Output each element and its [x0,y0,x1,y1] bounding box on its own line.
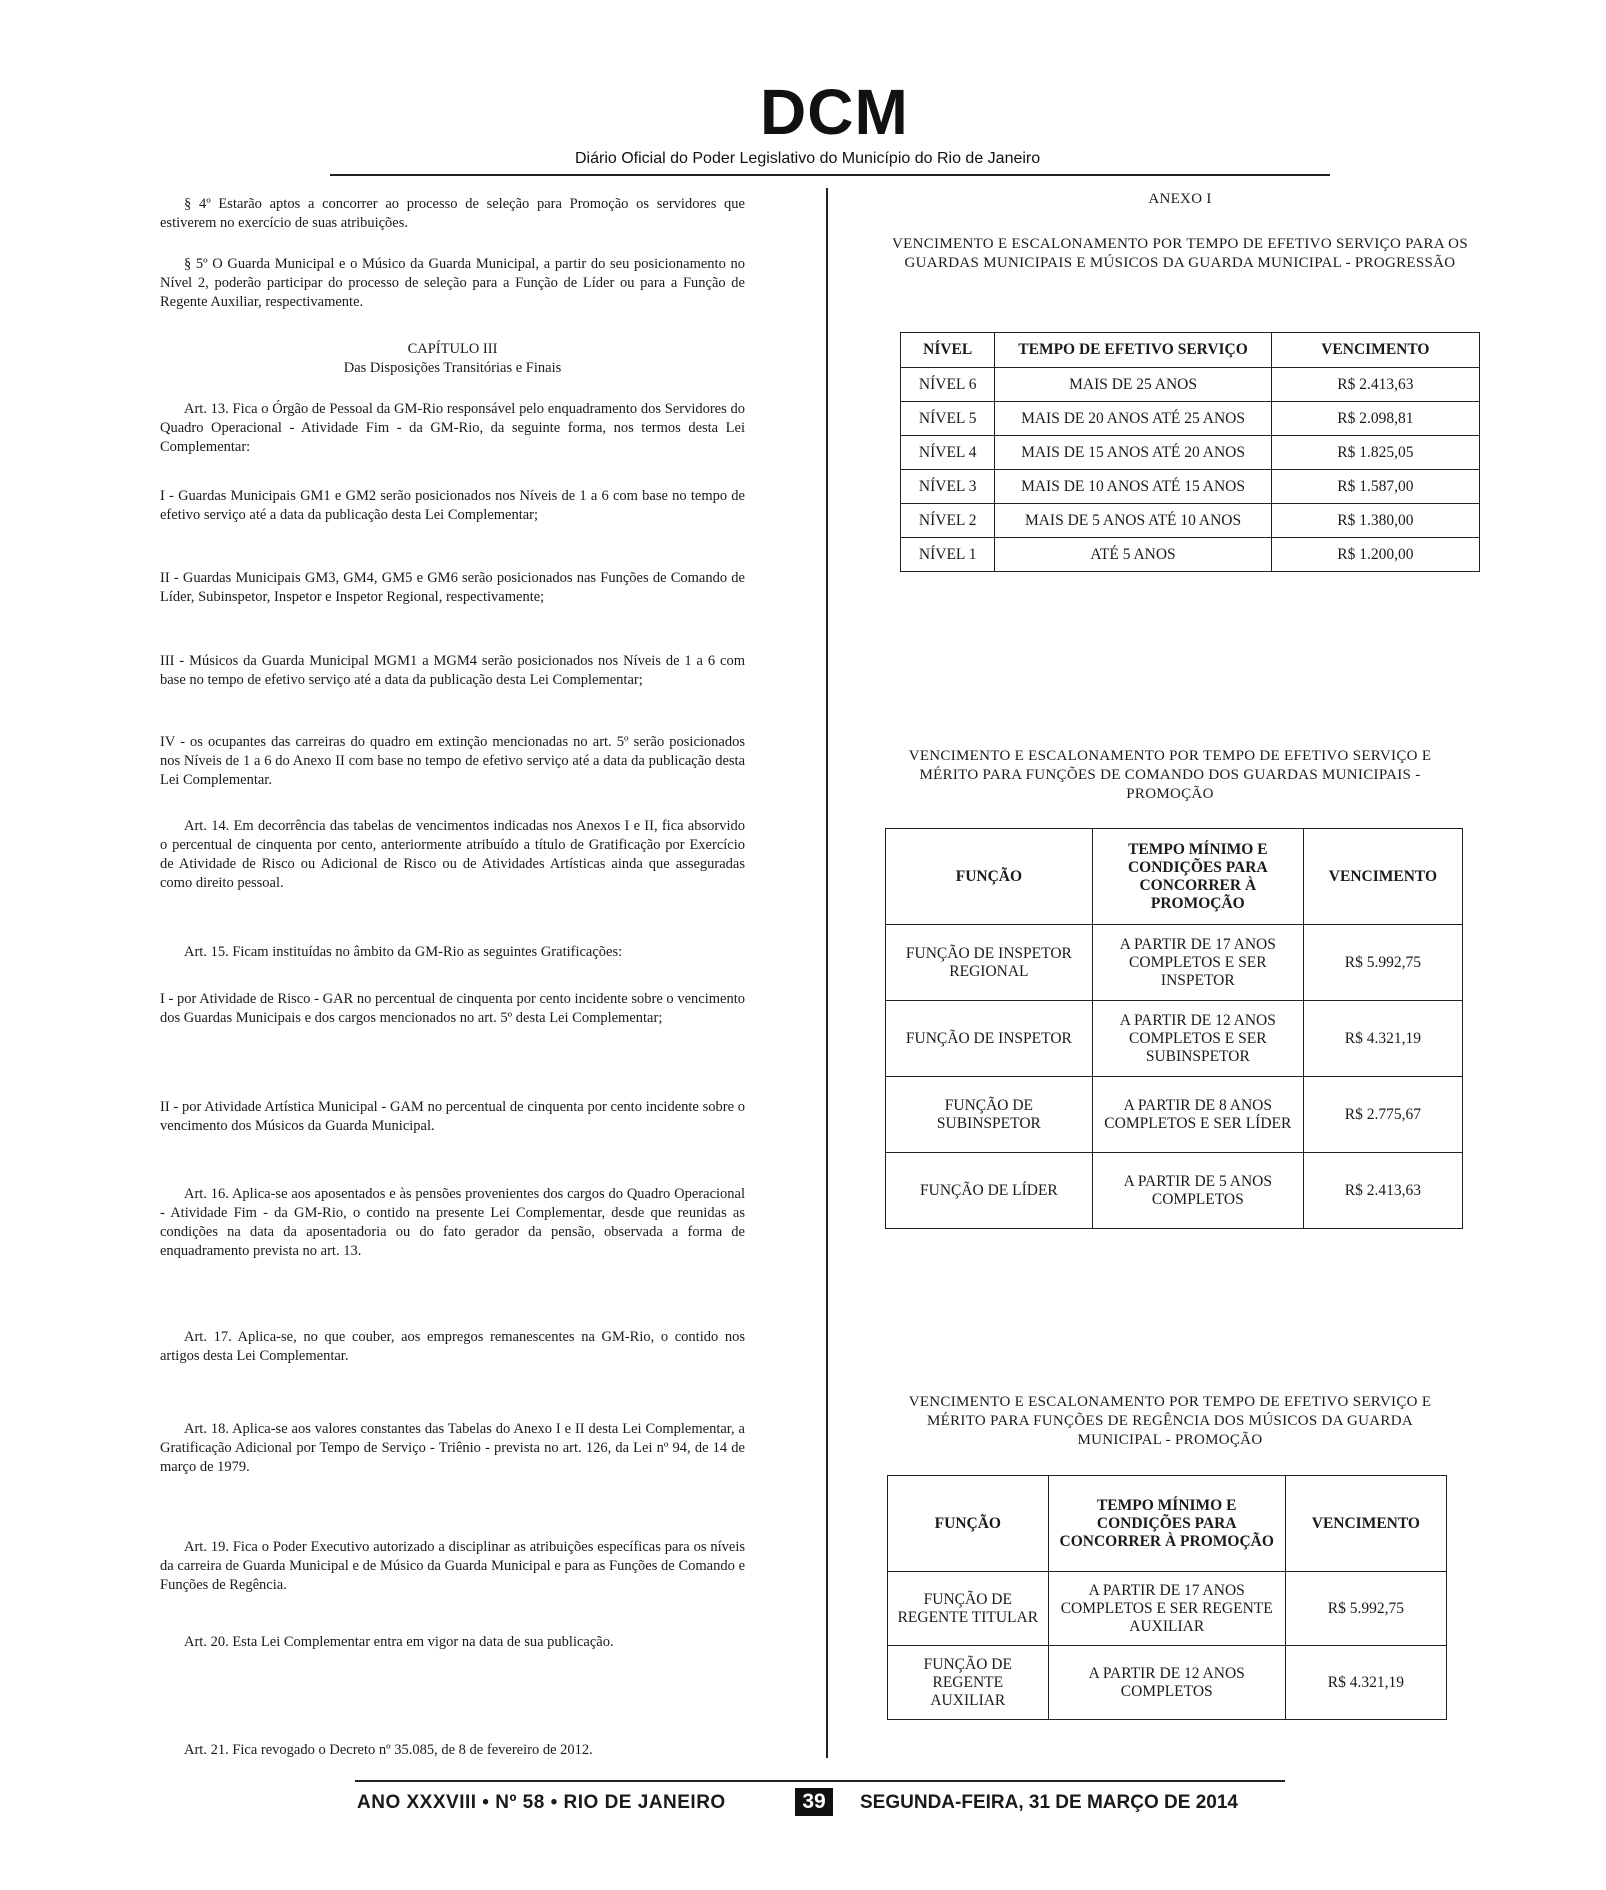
article-13-item-1: I - Guardas Municipais GM1 e GM2 serão posicionados nos Níveis de 1 a 6 com base no tempo de efetivo serviço até a data da publicação desta Lei Complementar; [160,488,745,523]
footer-date: SEGUNDA-FEIRA, 31 DE MARÇO DE 2014 [860,1792,1238,1813]
article-15-item-2: II - por Atividade Artística Municipal - GAM no percentual de cinquenta por cento incidente sobre o vencimento dos Músicos da Guarda Municipal. [160,1099,745,1134]
dcm-logo: DCM [760,76,909,148]
article-16: Art. 16. Aplica-se aos aposentados e às pensões provenientes dos cargos do Quadro Operacional - Atividade Fim - da GM-Rio, o contido na presente Lei Complementar, desde que reunidas as condições na data da aposentadoria ou do fato gerador da pensão, observada a forma de enquadramento prevista no art. 13. [160,1186,745,1259]
paragraph-5: § 5º O Guarda Municipal e o Músico da Guarda Municipal, a partir do seu posicionamento no Nível 2, poderão participar do processo de seleção para a Função de Líder ou para a Função de Regente Auxiliar, respectivamente. [160,256,745,310]
table-row [901,436,1480,470]
table-row [901,470,1480,504]
table-cell: R$ 1.380,00 [1271,504,1479,538]
column-header: FUNÇÃO [888,1476,1049,1572]
paragraph-4: § 4º Estarão aptos a concorrer ao processo de seleção para Promoção os servidores que estiverem no exercício de suas atribuições. [160,196,745,231]
article-17: Art. 17. Aplica-se, no que couber, aos empregos remanescentes na GM-Rio, o contido nos artigos desta Lei Complementar. [160,1329,745,1364]
table-header-row [888,1476,1447,1572]
table-cell: NÍVEL 6 [901,368,995,402]
table-cell: MAIS DE 20 ANOS ATÉ 25 ANOS [995,402,1271,436]
column-header: FUNÇÃO [886,829,1093,925]
table-row [886,1153,1463,1229]
masthead-rule [330,174,1330,176]
table-cell: R$ 4.321,19 [1285,1646,1446,1720]
table-cell: R$ 2.413,63 [1271,368,1479,402]
table2-caption: VENCIMENTO E ESCALONAMENTO POR TEMPO DE EFETIVO SERVIÇO E MÉRITO PARA FUNÇÕES DE COMANDO DOS GUARDAS MUNICIPAIS - PROMOÇÃO [908,748,1432,802]
article-15-item-1: I - por Atividade de Risco - GAR no percentual de cinquenta por cento incidente sobre o vencimento dos Guardas Municipais e dos cargos mencionados no art. 5º desta Lei Complementar; [160,991,745,1026]
footer-edition: ANO XXXVIII • Nº 58 • RIO DE JANEIRO [357,1792,726,1813]
table-row [901,368,1480,402]
table-cell: MAIS DE 15 ANOS ATÉ 20 ANOS [995,436,1271,470]
column-separator [826,188,828,1758]
table-row [888,1646,1447,1720]
annex-title: ANEXO I [1148,191,1212,207]
column-header: VENCIMENTO [1285,1476,1446,1572]
table-row [901,402,1480,436]
table-progressao [900,332,1480,572]
table-row [886,925,1463,1001]
table-comando [885,828,1463,1229]
column-header: VENCIMENTO [1303,829,1462,925]
column-header: TEMPO DE EFETIVO SERVIÇO [995,333,1271,368]
chapter-subheading: Das Disposições Transitórias e Finais [343,360,562,376]
page-number: 39 [795,1788,833,1816]
table-cell: R$ 2.098,81 [1271,402,1479,436]
table-cell: FUNÇÃO DE SUBINSPETOR [886,1077,1093,1153]
table-cell: FUNÇÃO DE LÍDER [886,1153,1093,1229]
footer-rule [355,1780,1285,1782]
article-13: Art. 13. Fica o Órgão de Pessoal da GM-Rio responsável pelo enquadramento dos Servidores do Quadro Operacional - Atividade Fim - da GM-Rio, da seguinte forma, nos termos desta Lei Complementar: [160,401,745,455]
article-14: Art. 14. Em decorrência das tabelas de vencimentos indicadas nos Anexos I e II, fica absorvido o percentual de cinquenta por cento, anteriormente atribuído a título de Gratificação por Exercício de Atividade de Risco ou Adicional de Risco ou de Atividades Artísticas ainda que asseguradas como direito pessoal. [160,818,745,891]
table-cell: MAIS DE 5 ANOS ATÉ 10 ANOS [995,504,1271,538]
table-cell: A PARTIR DE 17 ANOS COMPLETOS E SER INSPETOR [1092,925,1303,1001]
table-cell: A PARTIR DE 17 ANOS COMPLETOS E SER REGENTE AUXILIAR [1048,1572,1285,1646]
table-cell: FUNÇÃO DE INSPETOR [886,1001,1093,1077]
table-cell: NÍVEL 3 [901,470,995,504]
table-cell: NÍVEL 4 [901,436,995,470]
table-cell: R$ 1.587,00 [1271,470,1479,504]
column-header: NÍVEL [901,333,995,368]
article-18: Art. 18. Aplica-se aos valores constantes das Tabelas do Anexo I e II desta Lei Complementar, a Gratificação Adicional por Tempo de Serviço - Triênio - prevista no art. 126, da Lei nº 94, de 14 de março de 1979. [160,1421,745,1475]
table-cell: NÍVEL 2 [901,504,995,538]
table-cell: MAIS DE 10 ANOS ATÉ 15 ANOS [995,470,1271,504]
table-cell: FUNÇÃO DE REGENTE TITULAR [888,1572,1049,1646]
table-row [886,1077,1463,1153]
table3-caption: VENCIMENTO E ESCALONAMENTO POR TEMPO DE EFETIVO SERVIÇO E MÉRITO PARA FUNÇÕES DE REGÊNCIA DOS MÚSICOS DA GUARDA MUNICIPAL - PROMOÇÃO [908,1394,1432,1448]
table-cell: R$ 1.825,05 [1271,436,1479,470]
table-header-row [901,333,1480,368]
article-19: Art. 19. Fica o Poder Executivo autorizado a disciplinar as atribuições específicas para os níveis da carreira de Guarda Municipal e de Músico da Guarda Municipal e para as Funções de Comando e Funções de Regência. [160,1539,745,1593]
article-20: Art. 20. Esta Lei Complementar entra em vigor na data de sua publicação. [184,1634,614,1650]
table-regencia [887,1475,1447,1720]
table-cell: ATÉ 5 ANOS [995,538,1271,572]
table-cell: R$ 4.321,19 [1303,1001,1462,1077]
table-cell: A PARTIR DE 12 ANOS COMPLETOS E SER SUBINSPETOR [1092,1001,1303,1077]
table-cell: A PARTIR DE 8 ANOS COMPLETOS E SER LÍDER [1092,1077,1303,1153]
article-21: Art. 21. Fica revogado o Decreto nº 35.085, de 8 de fevereiro de 2012. [184,1742,593,1758]
table-row [901,538,1480,572]
table-cell: FUNÇÃO DE INSPETOR REGIONAL [886,925,1093,1001]
table-row [886,1001,1463,1077]
table1-caption: VENCIMENTO E ESCALONAMENTO POR TEMPO DE EFETIVO SERVIÇO PARA OS GUARDAS MUNICIPAIS E MÚSICOS DA GUARDA MUNICIPAL - PROGRESSÃO [892,236,1468,271]
table-cell: MAIS DE 25 ANOS [995,368,1271,402]
article-15: Art. 15. Ficam instituídas no âmbito da GM-Rio as seguintes Gratificações: [184,944,623,960]
footer [355,1788,1285,1818]
table-cell: R$ 5.992,75 [1285,1572,1446,1646]
masthead-subtitle: Diário Oficial do Poder Legislativo do Município do Rio de Janeiro [575,150,1041,167]
table-cell: A PARTIR DE 12 ANOS COMPLETOS [1048,1646,1285,1720]
chapter-heading: CAPÍTULO III [407,341,498,357]
article-13-item-4: IV - os ocupantes das carreiras do quadro em extinção mencionadas no art. 5º serão posicionados nos Níveis de 1 a 6 do Anexo II com base no tempo de efetivo serviço até a data da publicação desta Lei Complementar. [160,734,745,788]
table-cell: FUNÇÃO DE REGENTE AUXILIAR [888,1646,1049,1720]
table-cell: R$ 2.413,63 [1303,1153,1462,1229]
table-row [901,504,1480,538]
table-row [888,1572,1447,1646]
column-header: VENCIMENTO [1271,333,1479,368]
table-cell: R$ 1.200,00 [1271,538,1479,572]
table-cell: NÍVEL 5 [901,402,995,436]
article-13-item-2: II - Guardas Municipais GM3, GM4, GM5 e GM6 serão posicionados nas Funções de Comando de Líder, Subinspetor, Inspetor e Inspetor Regional, respectivamente; [160,570,745,605]
table-header-row [886,829,1463,925]
column-header: TEMPO MÍNIMO E CONDIÇÕES PARA CONCORRER À PROMOÇÃO [1048,1476,1285,1572]
table-cell: R$ 5.992,75 [1303,925,1462,1001]
table-cell: R$ 2.775,67 [1303,1077,1462,1153]
table-cell: A PARTIR DE 5 ANOS COMPLETOS [1092,1153,1303,1229]
column-header: TEMPO MÍNIMO E CONDIÇÕES PARA CONCORRER À PROMOÇÃO [1092,829,1303,925]
article-13-item-3: III - Músicos da Guarda Municipal MGM1 a MGM4 serão posicionados nos Níveis de 1 a 6 com base no tempo de efetivo serviço até a data da publicação desta Lei Complementar; [160,653,745,688]
table-cell: NÍVEL 1 [901,538,995,572]
